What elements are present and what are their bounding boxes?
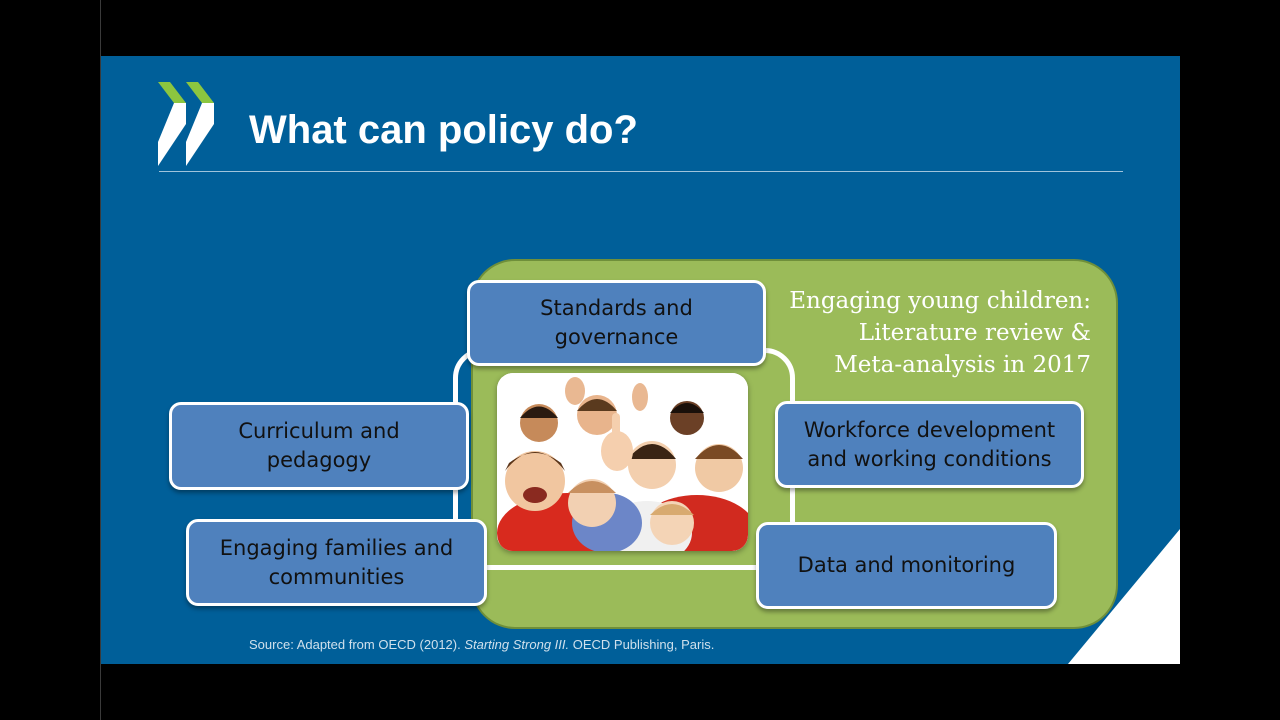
curriculum-line-1: Curriculum and xyxy=(238,419,400,443)
families-line-1: Engaging families and xyxy=(219,535,454,560)
data-monitoring-box xyxy=(756,522,1057,609)
panel-note-line-1: Engaging young children: xyxy=(789,288,1091,314)
data-monitoring-label: Data and monitoring xyxy=(797,553,1016,577)
children-photo-illustration xyxy=(497,373,748,551)
panel-note-line-3: Meta-analysis in 2017 xyxy=(834,352,1091,378)
oecd-logo-icon xyxy=(158,82,214,166)
standards-line-1: Standards and xyxy=(540,296,693,320)
workforce-development-box xyxy=(775,401,1084,488)
panel-note xyxy=(783,285,1091,381)
title-divider xyxy=(159,171,1123,172)
curriculum-pedagogy-box xyxy=(169,402,469,490)
panel-note-line-2: Literature review & xyxy=(858,320,1091,346)
source-suffix: OECD Publishing, Paris. xyxy=(569,637,715,652)
engaging-families-box xyxy=(186,519,487,606)
families-line-2: communities xyxy=(268,564,405,589)
curriculum-line-2: pedagogy xyxy=(266,448,372,472)
slide-title: What can policy do? xyxy=(249,108,638,152)
standards-line-2: governance xyxy=(554,325,679,349)
source-italic-title: Starting Strong III. xyxy=(464,637,570,652)
workforce-line-1: Workforce development xyxy=(803,417,1056,442)
presentation-slide xyxy=(101,56,1180,664)
source-prefix: Source: Adapted from OECD (2012). xyxy=(249,637,465,652)
standards-governance-box xyxy=(467,280,766,366)
corner-triangle xyxy=(1068,529,1180,664)
children-photo xyxy=(497,373,748,551)
workforce-line-2: and working conditions xyxy=(807,446,1052,471)
source-citation xyxy=(249,637,714,653)
